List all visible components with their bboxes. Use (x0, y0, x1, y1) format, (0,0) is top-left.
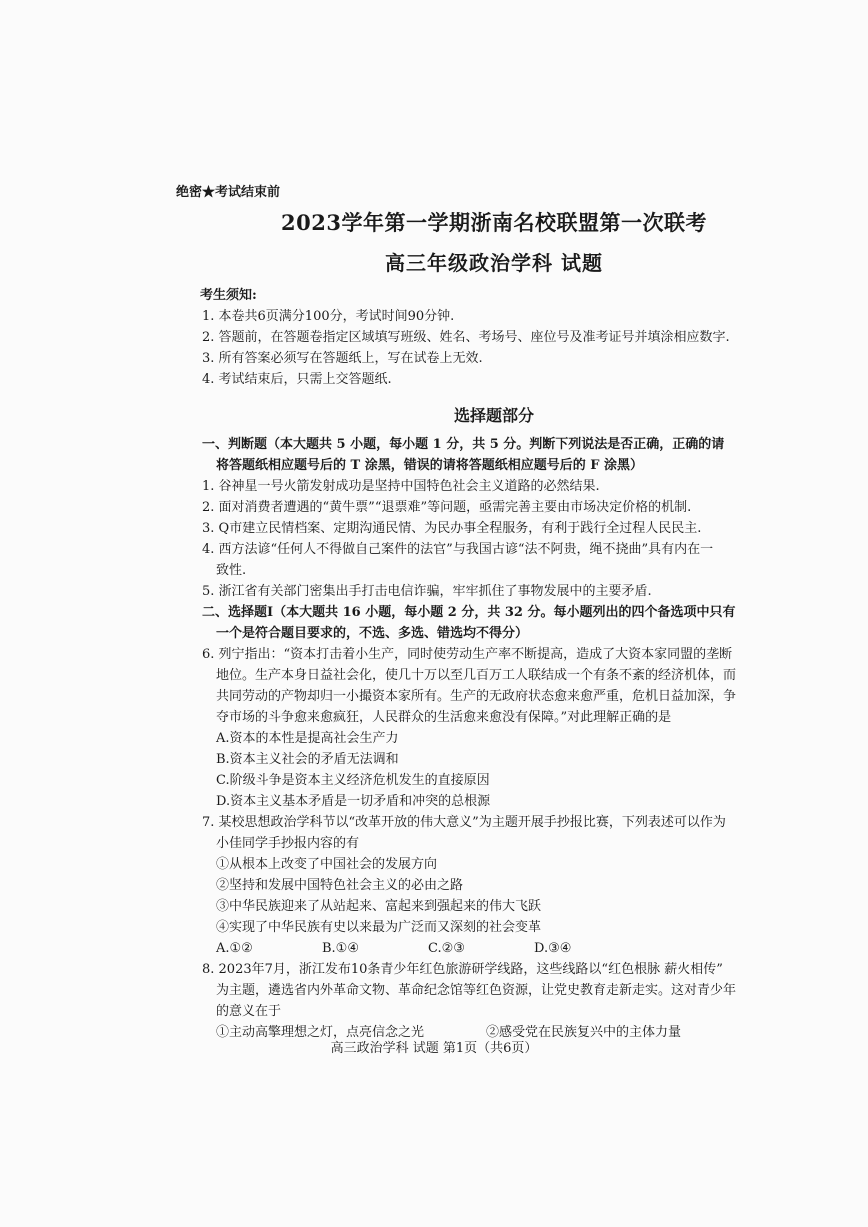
question-2: 2. 面对消费者遭遇的“黄牛票”“退票难”等问题，亟需完善主要由市场决定价格的机制. (202, 500, 692, 515)
question-3: 3. Q市建立民情档案、定期沟通民情、为民办事全程服务，有利于践行全过程人民民主. (202, 521, 702, 536)
question-7-line1: 7. 某校思想政治学科节以“改革开放的伟大意义”为主题开展手抄报比赛，下列表述可以作为 (202, 815, 726, 830)
part1-heading (202, 434, 786, 476)
question-7-option-c: C.②③ (428, 941, 465, 956)
question-7-statement-1: ①从根本上改变了中国社会的发展方向 (216, 857, 438, 872)
notice-item: 2. 答题前，在答题卷指定区域填写班级、姓名、考场号、座位号及准考证号并填涂相应数字. (202, 330, 730, 345)
question-6-line4: 夺市场的斗争愈来愈疯狂，人民群众的生活愈来愈没有保障。”对此理解正确的是 (216, 710, 672, 725)
question-8-line1: 8. 2023年7月，浙江发布10条青少年红色旅游研学线路，这些线路以“红色根脉 薪火相传” (202, 962, 723, 977)
question-6-option-c: C.阶级斗争是资本主义经济危机发生的直接原因 (216, 773, 490, 788)
question-8-statement-2: ②感受党在民族复兴中的主体力量 (486, 1025, 682, 1040)
question-7-option-b: B.①④ (322, 941, 359, 956)
part2-heading-line2: 一个是符合题目要求的，不选、多选、错选均不得分） (216, 626, 529, 641)
question-4: 4. 西方法谚“任何人不得做自己案件的法官”与我国古谚“法不阿贵，绳不挠曲”具有内在一 (202, 542, 714, 557)
question-1: 1. 谷神星一号火箭发射成功是坚持中国特色社会主义道路的必然结果. (202, 479, 600, 494)
question-6-line3: 共同劳动的产物却归一小撮资本家所有。生产的无政府状态愈来愈严重，危机日益加深，争 (216, 689, 737, 704)
confidential-label: 绝密★考试结束前 (176, 185, 281, 200)
part1-heading-line2: 将答题纸相应题号后的 T 涂黑，错误的请将答题纸相应题号后的 F 涂黑） (216, 458, 644, 473)
question-8-line2: 为主题，遴选省内外革命文物、革命纪念馆等红色资源，让党史教育走新走实。这对青少年 (216, 983, 737, 998)
question-7-statement-2: ②坚持和发展中国特色社会主义的必由之路 (216, 878, 464, 893)
question-7-statement-4: ④实现了中华民族有史以来最为广泛而又深刻的社会变革 (216, 920, 542, 935)
question-8-statement-1: ①主动高擎理想之灯，点亮信念之光 (216, 1025, 425, 1040)
part1-heading-line1: 一、判断题（本大题共 5 小题，每小题 1 分，共 5 分。判断下列说法是否正确，正确的请 (202, 437, 725, 452)
question-7-statement-3: ③中华民族迎来了从站起来、富起来到强起来的伟大飞跃 (216, 899, 542, 914)
part2-heading-line1: 二、选择题Ⅰ（本大题共 16 小题，每小题 2 分，共 32 分。每小题列出的四个备选项中只有 (202, 605, 736, 620)
page-footer: 高三政治学科 试题 第1页（共6页） (330, 1041, 538, 1056)
question-6-option-d: D.资本主义基本矛盾是一切矛盾和冲突的总根源 (216, 794, 491, 809)
question-6-line1: 6. 列宁指出：“资本打击着小生产，同时使劳动生产率不断提高，造成了大资本家同盟的垄断 (202, 647, 733, 662)
exam-title: 2023学年第一学期浙南名校联盟第一次联考 (281, 210, 707, 235)
notice-item: 4. 考试结束后，只需上交答题纸. (202, 372, 392, 387)
question-6-option-a: A.资本的本性是提高社会生产力 (216, 731, 399, 746)
question-6-line2: 地位。生产本身日益社会化，使几十万以至几百万工人联结成一个有条不紊的经济机体，而 (216, 668, 737, 683)
notice-item: 1. 本卷共6页满分100分，考试时间90分钟. (202, 309, 455, 324)
question-5: 5. 浙江省有关部门密集出手打击电信诈骗，牢牢抓住了事物发展中的主要矛盾. (202, 584, 652, 599)
question-8-line3: 的意义在于 (216, 1004, 282, 1019)
exam-subtitle: 高三年级政治学科 试题 (385, 251, 603, 275)
question-7-option-a: A.①② (216, 941, 253, 956)
section-title: 选择题部分 (453, 406, 534, 425)
question-4-continued: 致性. (216, 563, 247, 578)
question-7-option-d: D.③④ (534, 941, 572, 956)
part2-heading (202, 602, 786, 644)
exam-content (176, 184, 786, 1043)
notice-item: 3. 所有答案必须写在答题纸上，写在试卷上无效. (202, 351, 483, 366)
question-6-option-b: B.资本主义社会的矛盾无法调和 (216, 752, 399, 767)
question-7-line2: 小佳同学手抄报内容的有 (216, 836, 360, 851)
notice-heading: 考生须知: (200, 288, 257, 303)
question-7-options (202, 938, 786, 959)
